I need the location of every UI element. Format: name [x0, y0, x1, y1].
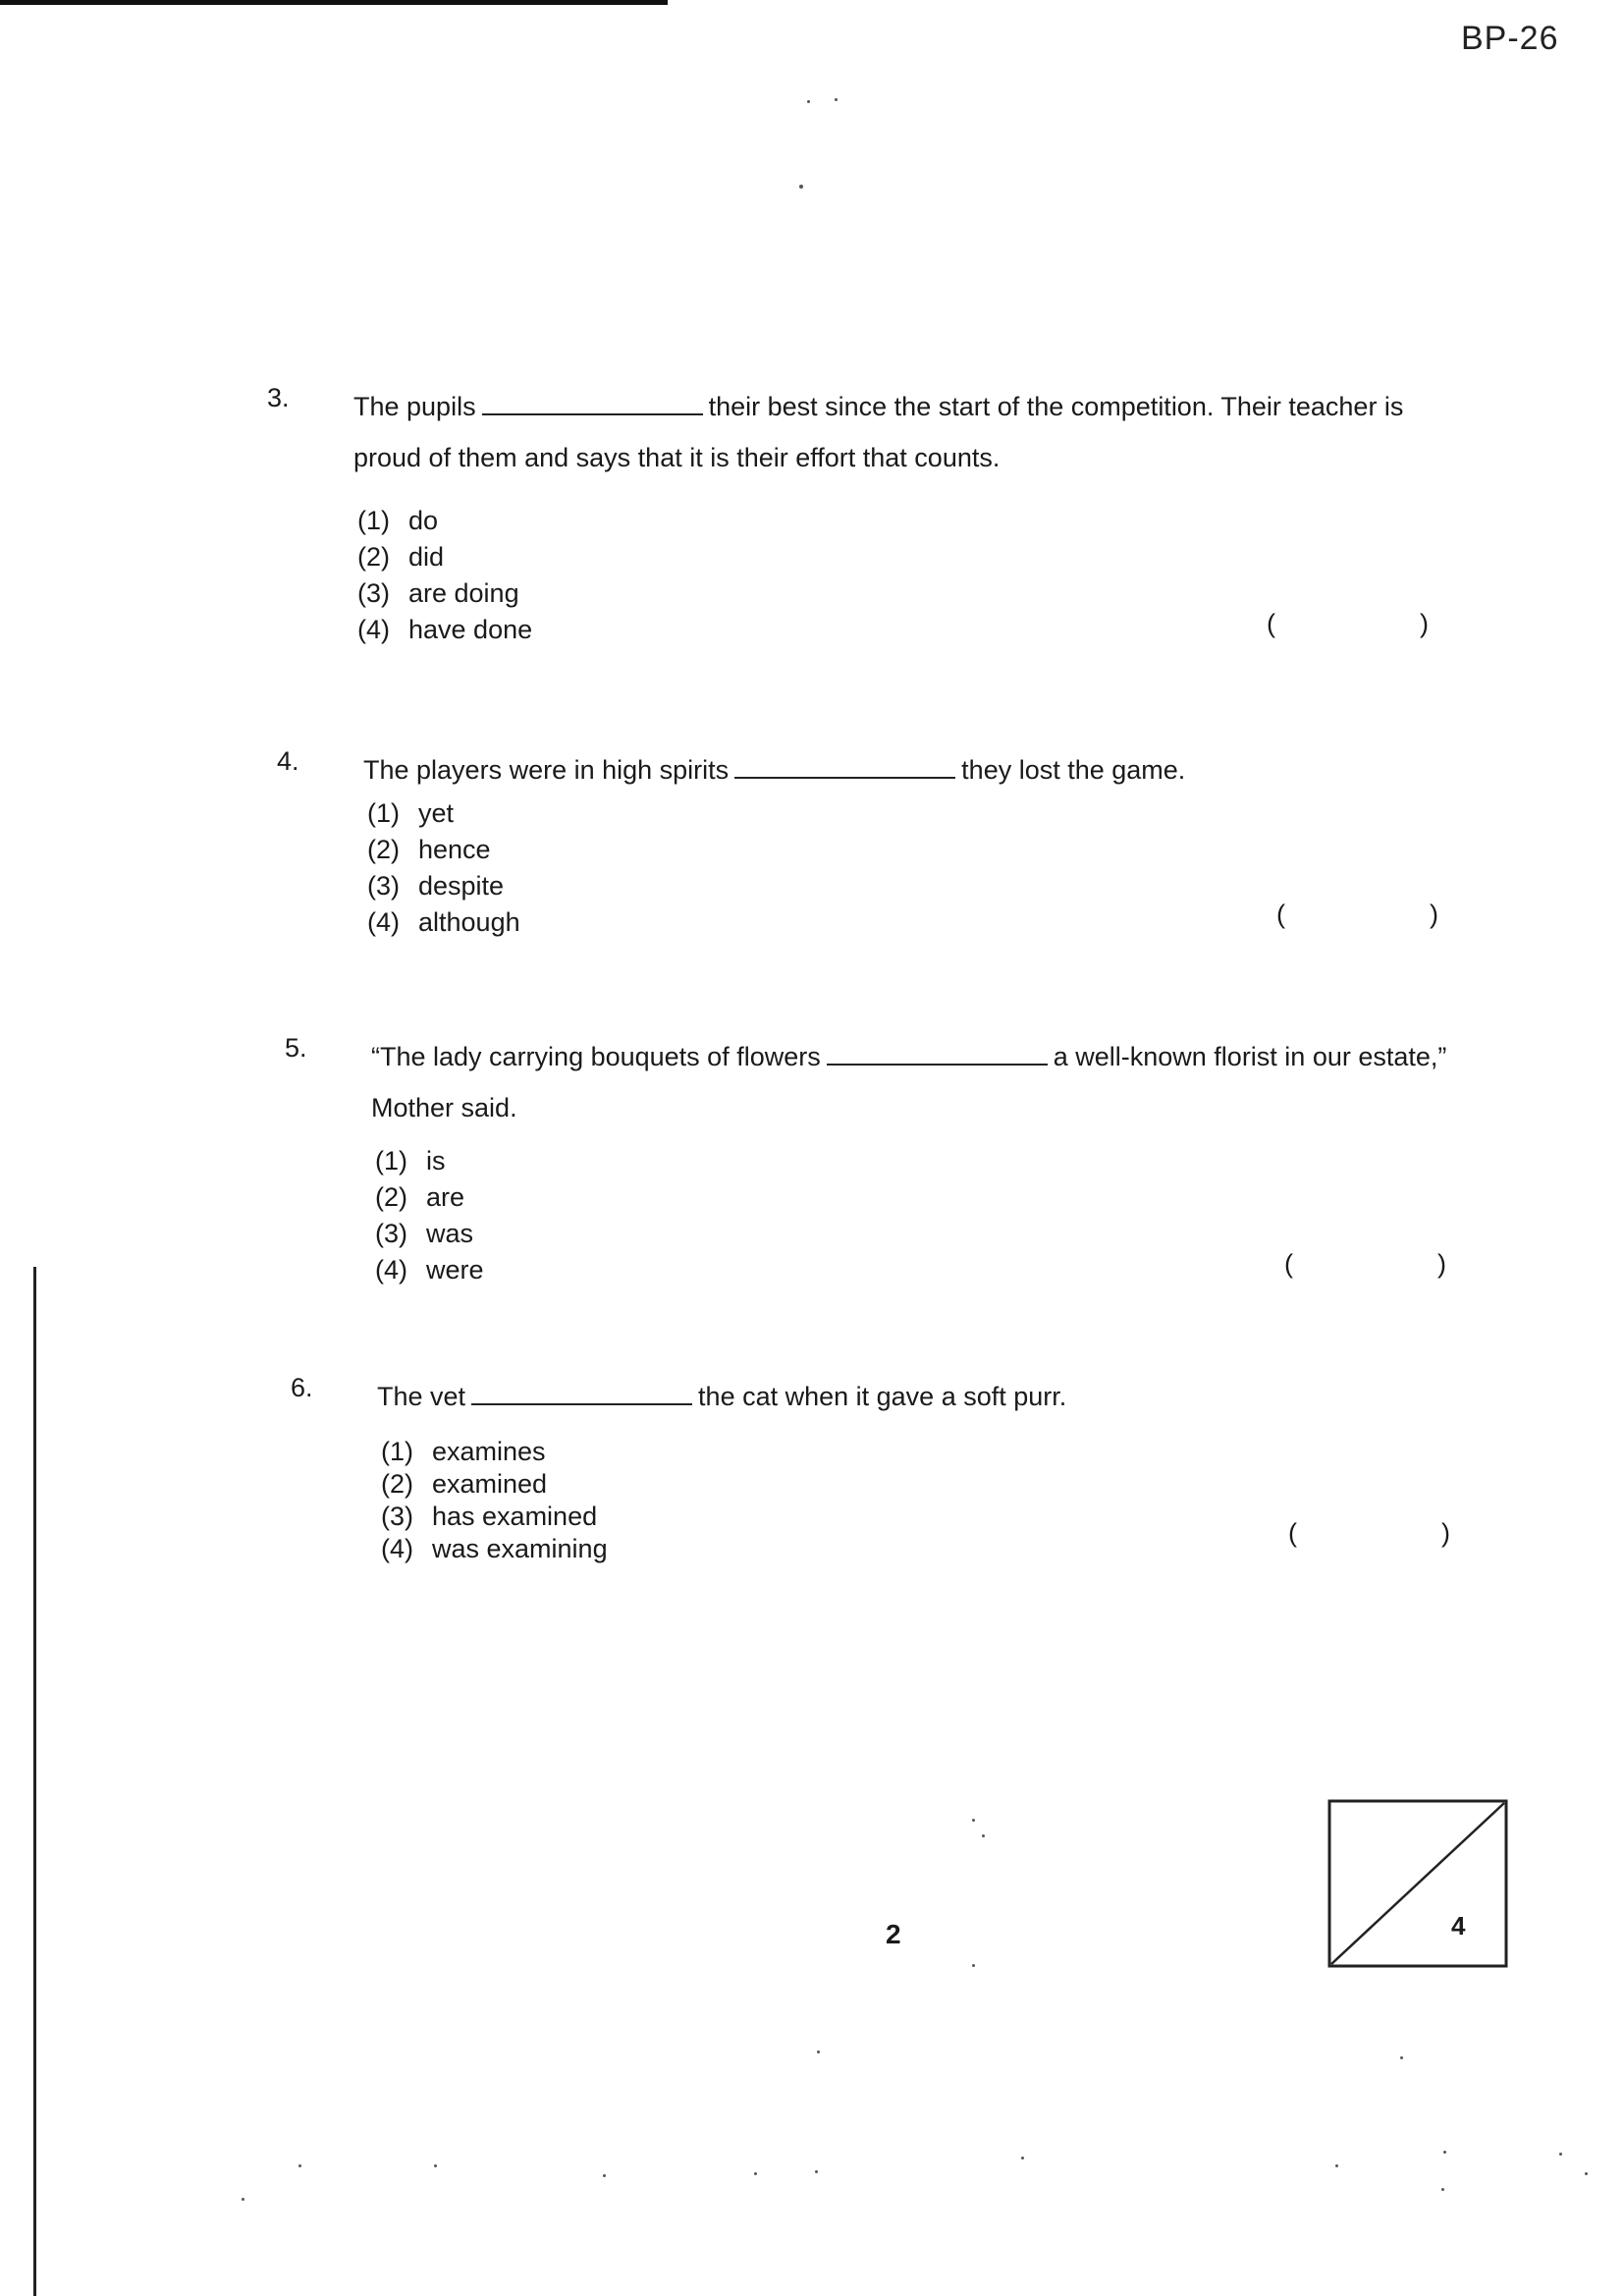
bracket-close: ): [1441, 1518, 1450, 1548]
option-text: has examined: [432, 1502, 598, 1531]
stem-text-after: they lost the game.: [961, 755, 1186, 785]
question-number: 6.: [291, 1373, 313, 1402]
option-list: [367, 795, 520, 941]
question-stem: [363, 744, 1483, 795]
question-stem: [371, 1031, 1490, 1133]
option-number: (4): [381, 1534, 413, 1563]
option-number: (4): [375, 1255, 407, 1285]
option-4: [367, 904, 520, 941]
option-number: (2): [375, 1182, 407, 1212]
option-list: [357, 503, 532, 648]
option-text: yet: [418, 798, 455, 828]
option-number: (3): [367, 871, 400, 901]
option-number: (2): [367, 835, 400, 864]
option-text: examined: [432, 1469, 548, 1499]
answer-bracket-q6[interactable]: [1288, 1518, 1450, 1552]
stem-text-after: the cat when it gave a soft purr.: [698, 1382, 1067, 1411]
question-number: 3.: [267, 383, 290, 412]
answer-blank: [482, 390, 703, 415]
option-text: hence: [418, 835, 491, 864]
stem-text-before: The pupils: [353, 392, 476, 421]
left-margin-line: [33, 1267, 36, 2296]
bracket-close: ): [1437, 1249, 1446, 1279]
option-number: (2): [357, 542, 390, 572]
question-stem: [377, 1371, 1496, 1422]
option-text: is: [426, 1146, 446, 1175]
option-list: [375, 1143, 484, 1288]
option-1: [381, 1436, 608, 1468]
bracket-open: (: [1284, 1249, 1293, 1279]
marks-value: 4: [1451, 1911, 1466, 1941]
option-text: was: [426, 1219, 474, 1248]
option-number: (4): [357, 615, 390, 644]
option-3: [381, 1501, 608, 1533]
option-text: are doing: [408, 578, 519, 608]
stem-text-before: The players were in high spirits: [363, 755, 730, 785]
option-3: [367, 868, 520, 904]
option-number: (1): [381, 1437, 413, 1466]
option-number: (1): [375, 1146, 407, 1175]
option-number: (3): [375, 1219, 407, 1248]
bracket-close: ): [1430, 900, 1438, 929]
answer-blank: [734, 753, 955, 779]
option-1: [367, 795, 520, 832]
option-2: [381, 1468, 608, 1501]
option-text: examines: [432, 1437, 546, 1466]
question-number: 5.: [285, 1033, 307, 1063]
option-list: [381, 1436, 608, 1565]
option-2: [375, 1179, 484, 1216]
answer-blank: [827, 1040, 1048, 1066]
option-text: were: [426, 1255, 484, 1285]
option-number: (1): [367, 798, 400, 828]
option-text: did: [408, 542, 445, 572]
option-4: [375, 1252, 484, 1288]
option-number: (3): [357, 578, 390, 608]
option-number: (1): [357, 506, 390, 535]
option-4: [357, 612, 532, 648]
bracket-open: (: [1267, 609, 1275, 638]
bracket-open: (: [1276, 900, 1285, 929]
option-text: are: [426, 1182, 465, 1212]
bracket-open: (: [1288, 1518, 1297, 1548]
option-4: [381, 1533, 608, 1565]
stem-text-before: “The lady carrying bouquets of flowers: [371, 1042, 821, 1071]
option-1: [357, 503, 532, 539]
top-border-line: [0, 0, 668, 5]
option-text: although: [418, 907, 520, 937]
answer-bracket-q5[interactable]: [1284, 1249, 1446, 1283]
option-3: [357, 575, 532, 612]
stem-text-after: their best since the start of the competition. Their teacher is proud of them and says that it is their effort that counts.: [353, 392, 1404, 472]
option-number: (3): [381, 1502, 413, 1531]
option-text: do: [408, 506, 439, 535]
option-text: have done: [408, 615, 533, 644]
option-number: (4): [367, 907, 400, 937]
option-text: was examining: [432, 1534, 608, 1563]
answer-bracket-q3[interactable]: [1267, 609, 1429, 642]
question-stem: [353, 381, 1473, 483]
paper-code: BP-26: [1461, 20, 1559, 57]
answer-bracket-q4[interactable]: [1276, 900, 1438, 933]
bracket-close: ): [1420, 609, 1429, 638]
stem-text-before: The vet: [377, 1382, 466, 1411]
answer-blank: [471, 1380, 692, 1405]
option-3: [375, 1216, 484, 1252]
marks-box: [1327, 1799, 1508, 1968]
option-text: despite: [418, 871, 505, 901]
option-number: (2): [381, 1469, 413, 1499]
question-number: 4.: [277, 746, 299, 776]
option-1: [375, 1143, 484, 1179]
stem-text-after: a well-known florist in our estate,” Mother said.: [371, 1042, 1447, 1122]
page-number: 2: [886, 1919, 901, 1949]
option-2: [367, 832, 520, 868]
option-2: [357, 539, 532, 575]
